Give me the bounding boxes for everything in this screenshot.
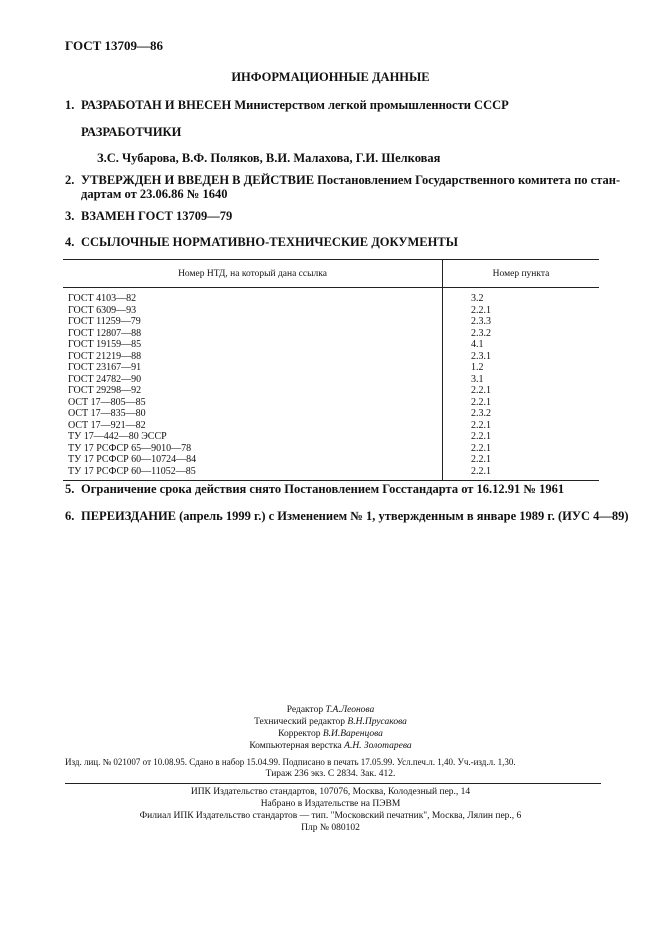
references-table — [63, 259, 599, 481]
clause-number-cell: 3.1 — [471, 373, 484, 385]
column-header-clause: Номер пункта — [443, 260, 600, 288]
divider — [65, 783, 601, 784]
document-number-cell: ГОСТ 29298—92 — [63, 385, 443, 397]
table-row — [63, 420, 599, 432]
table-row — [63, 305, 599, 317]
imprint-corrector — [0, 728, 661, 740]
clause-number-cell: 2.3.2 — [471, 408, 491, 419]
clause-number-cell: 4.1 — [471, 339, 484, 350]
publisher-line-4: Плр № 080102 — [301, 823, 360, 833]
document-number-cell: ГОСТ 4103—82 — [63, 288, 443, 305]
imprint-tech-editor — [0, 716, 661, 728]
publisher-line-2: Набрано в Издательстве на ПЭВМ — [260, 799, 401, 809]
item-text: ВЗАМЕН ГОСТ 13709—79 — [81, 209, 233, 223]
clause-number-cell: 1.2 — [471, 362, 484, 373]
clause-number-cell: 2.2.1 — [471, 385, 491, 396]
column-header-document: Номер НТД, на который дана ссылка — [63, 260, 443, 288]
item-text-line2: дартам от 23.06.86 № 1640 — [81, 187, 228, 201]
table-row — [63, 288, 599, 305]
editor-label: Редактор — [286, 705, 324, 715]
clause-number-cell: 2.3.3 — [471, 316, 491, 327]
document-number-cell: ОСТ 17—805—85 — [63, 397, 443, 409]
document-number-cell: ГОСТ 19159—85 — [63, 339, 443, 351]
item-text: ССЫЛОЧНЫЕ НОРМАТИВНО-ТЕХНИЧЕСКИЕ ДОКУМЕНТЫ — [81, 235, 458, 249]
clause-number-cell: 2.3.2 — [471, 327, 491, 339]
clause-number-cell: 2.2.1 — [471, 431, 491, 442]
table-row — [63, 351, 599, 363]
table-header-row — [63, 260, 599, 288]
layout-label: Компьютерная верстка — [249, 741, 342, 751]
document-number-cell: ТУ 17—442—80 ЭССР — [63, 431, 443, 443]
table-row — [63, 385, 599, 397]
document-number-cell: ТУ 17 РСФСР 65—9010—78 — [63, 443, 443, 455]
item-number: 6. — [65, 509, 75, 523]
document-number-cell: ГОСТ 6309—93 — [63, 305, 443, 317]
table-row — [63, 443, 599, 455]
table-row — [63, 362, 599, 374]
table-row — [63, 431, 599, 443]
corrector-label: Корректор — [278, 729, 321, 739]
table-row — [63, 339, 599, 351]
publisher-line-3: Филиал ИПК Издательство стандартов — тип. "Московский печатник", Москва, Лялин пер., 6 — [139, 811, 522, 821]
clause-number-cell: 2.3.1 — [471, 350, 491, 362]
item-number: 3. — [65, 209, 75, 223]
publication-line-2: Тираж 236 экз. С 2834. Зак. 412. — [265, 769, 396, 779]
table-row — [63, 328, 599, 340]
info-item-2 — [65, 173, 620, 201]
imprint-layout — [0, 740, 661, 752]
editor-name: Т.А.Леонова — [325, 705, 375, 715]
document-number-cell: ГОСТ 24782—90 — [63, 374, 443, 386]
item-text: Ограничение срока действия снято Постановлением Госстандарта от 16.12.91 № 1961 — [81, 482, 565, 496]
tech-editor-name: В.Н.Прусакова — [347, 717, 407, 727]
table-row — [63, 466, 599, 481]
publication-line-1: Изд. лиц. № 021007 от 10.08.95. Сдано в набор 15.04.99. Подписано в печать 17.05.99. Усл.печ.л. 1,40. Уч.-изд.л. 1,30. — [65, 757, 516, 767]
table-row — [63, 408, 599, 420]
layout-name: А.Н. Золотарева — [344, 741, 412, 751]
info-item-6 — [65, 509, 629, 523]
section-heading: ИНФОРМАЦИОННЫЕ ДАННЫЕ — [231, 70, 430, 84]
clause-number-cell: 2.2.1 — [471, 396, 491, 408]
item-number: 4. — [65, 235, 75, 249]
clause-number-cell: 2.2.1 — [471, 442, 491, 454]
document-number-cell: ГОСТ 23167—91 — [63, 362, 443, 374]
clause-number-cell: 2.2.1 — [471, 454, 491, 465]
info-item-3 — [65, 209, 232, 223]
tech-editor-label: Технический редактор — [254, 717, 346, 727]
document-number-cell: ОСТ 17—921—82 — [63, 420, 443, 432]
document-number-cell: ГОСТ 11259—79 — [63, 316, 443, 328]
document-number-cell: ТУ 17 РСФСР 60—11052—85 — [63, 466, 443, 481]
document-number-cell: ГОСТ 12807—88 — [63, 328, 443, 340]
clause-number-cell: 2.2.1 — [443, 466, 600, 481]
item-number: 2. — [65, 173, 75, 187]
item-text-line1: УТВЕРЖДЕН И ВВЕДЕН В ДЕЙСТВИЕ Постановлением Государственного комитета по стан- — [81, 173, 621, 187]
document-number-cell: ГОСТ 21219—88 — [63, 351, 443, 363]
document-number-cell: ОСТ 17—835—80 — [63, 408, 443, 420]
developers-list: З.С. Чубарова, В.Ф. Поляков, В.И. Малахова, Г.И. Шелковая — [97, 151, 441, 165]
document-code: ГОСТ 13709—86 — [65, 38, 164, 53]
item-text: ПЕРЕИЗДАНИЕ (апрель 1999 г.) с Изменением № 1, утвержденным в январе 1989 г. (ИУС 4—89) — [81, 509, 629, 523]
item-text: РАЗРАБОТАН И ВНЕСЕН Министерством легкой промышленности СССР — [81, 98, 509, 112]
imprint-editor — [0, 704, 661, 716]
clause-number-cell: 2.2.1 — [471, 304, 491, 316]
info-item-5 — [65, 482, 564, 496]
item-number: 5. — [65, 482, 75, 496]
corrector-name: В.И.Варенцова — [322, 729, 383, 739]
table-row — [63, 454, 599, 466]
info-item-1 — [65, 98, 509, 112]
info-item-4 — [65, 235, 458, 249]
table-row — [63, 316, 599, 328]
clause-number-cell: 3.2 — [471, 293, 484, 304]
developers-label: РАЗРАБОТЧИКИ — [81, 125, 182, 139]
table-row — [63, 374, 599, 386]
clause-number-cell: 2.2.1 — [471, 419, 491, 431]
table-row — [63, 397, 599, 409]
publisher-line-1: ИПК Издательство стандартов, 107076, Москва, Колодезный пер., 14 — [190, 787, 471, 797]
item-number: 1. — [65, 98, 75, 112]
document-number-cell: ТУ 17 РСФСР 60—10724—84 — [63, 454, 443, 466]
